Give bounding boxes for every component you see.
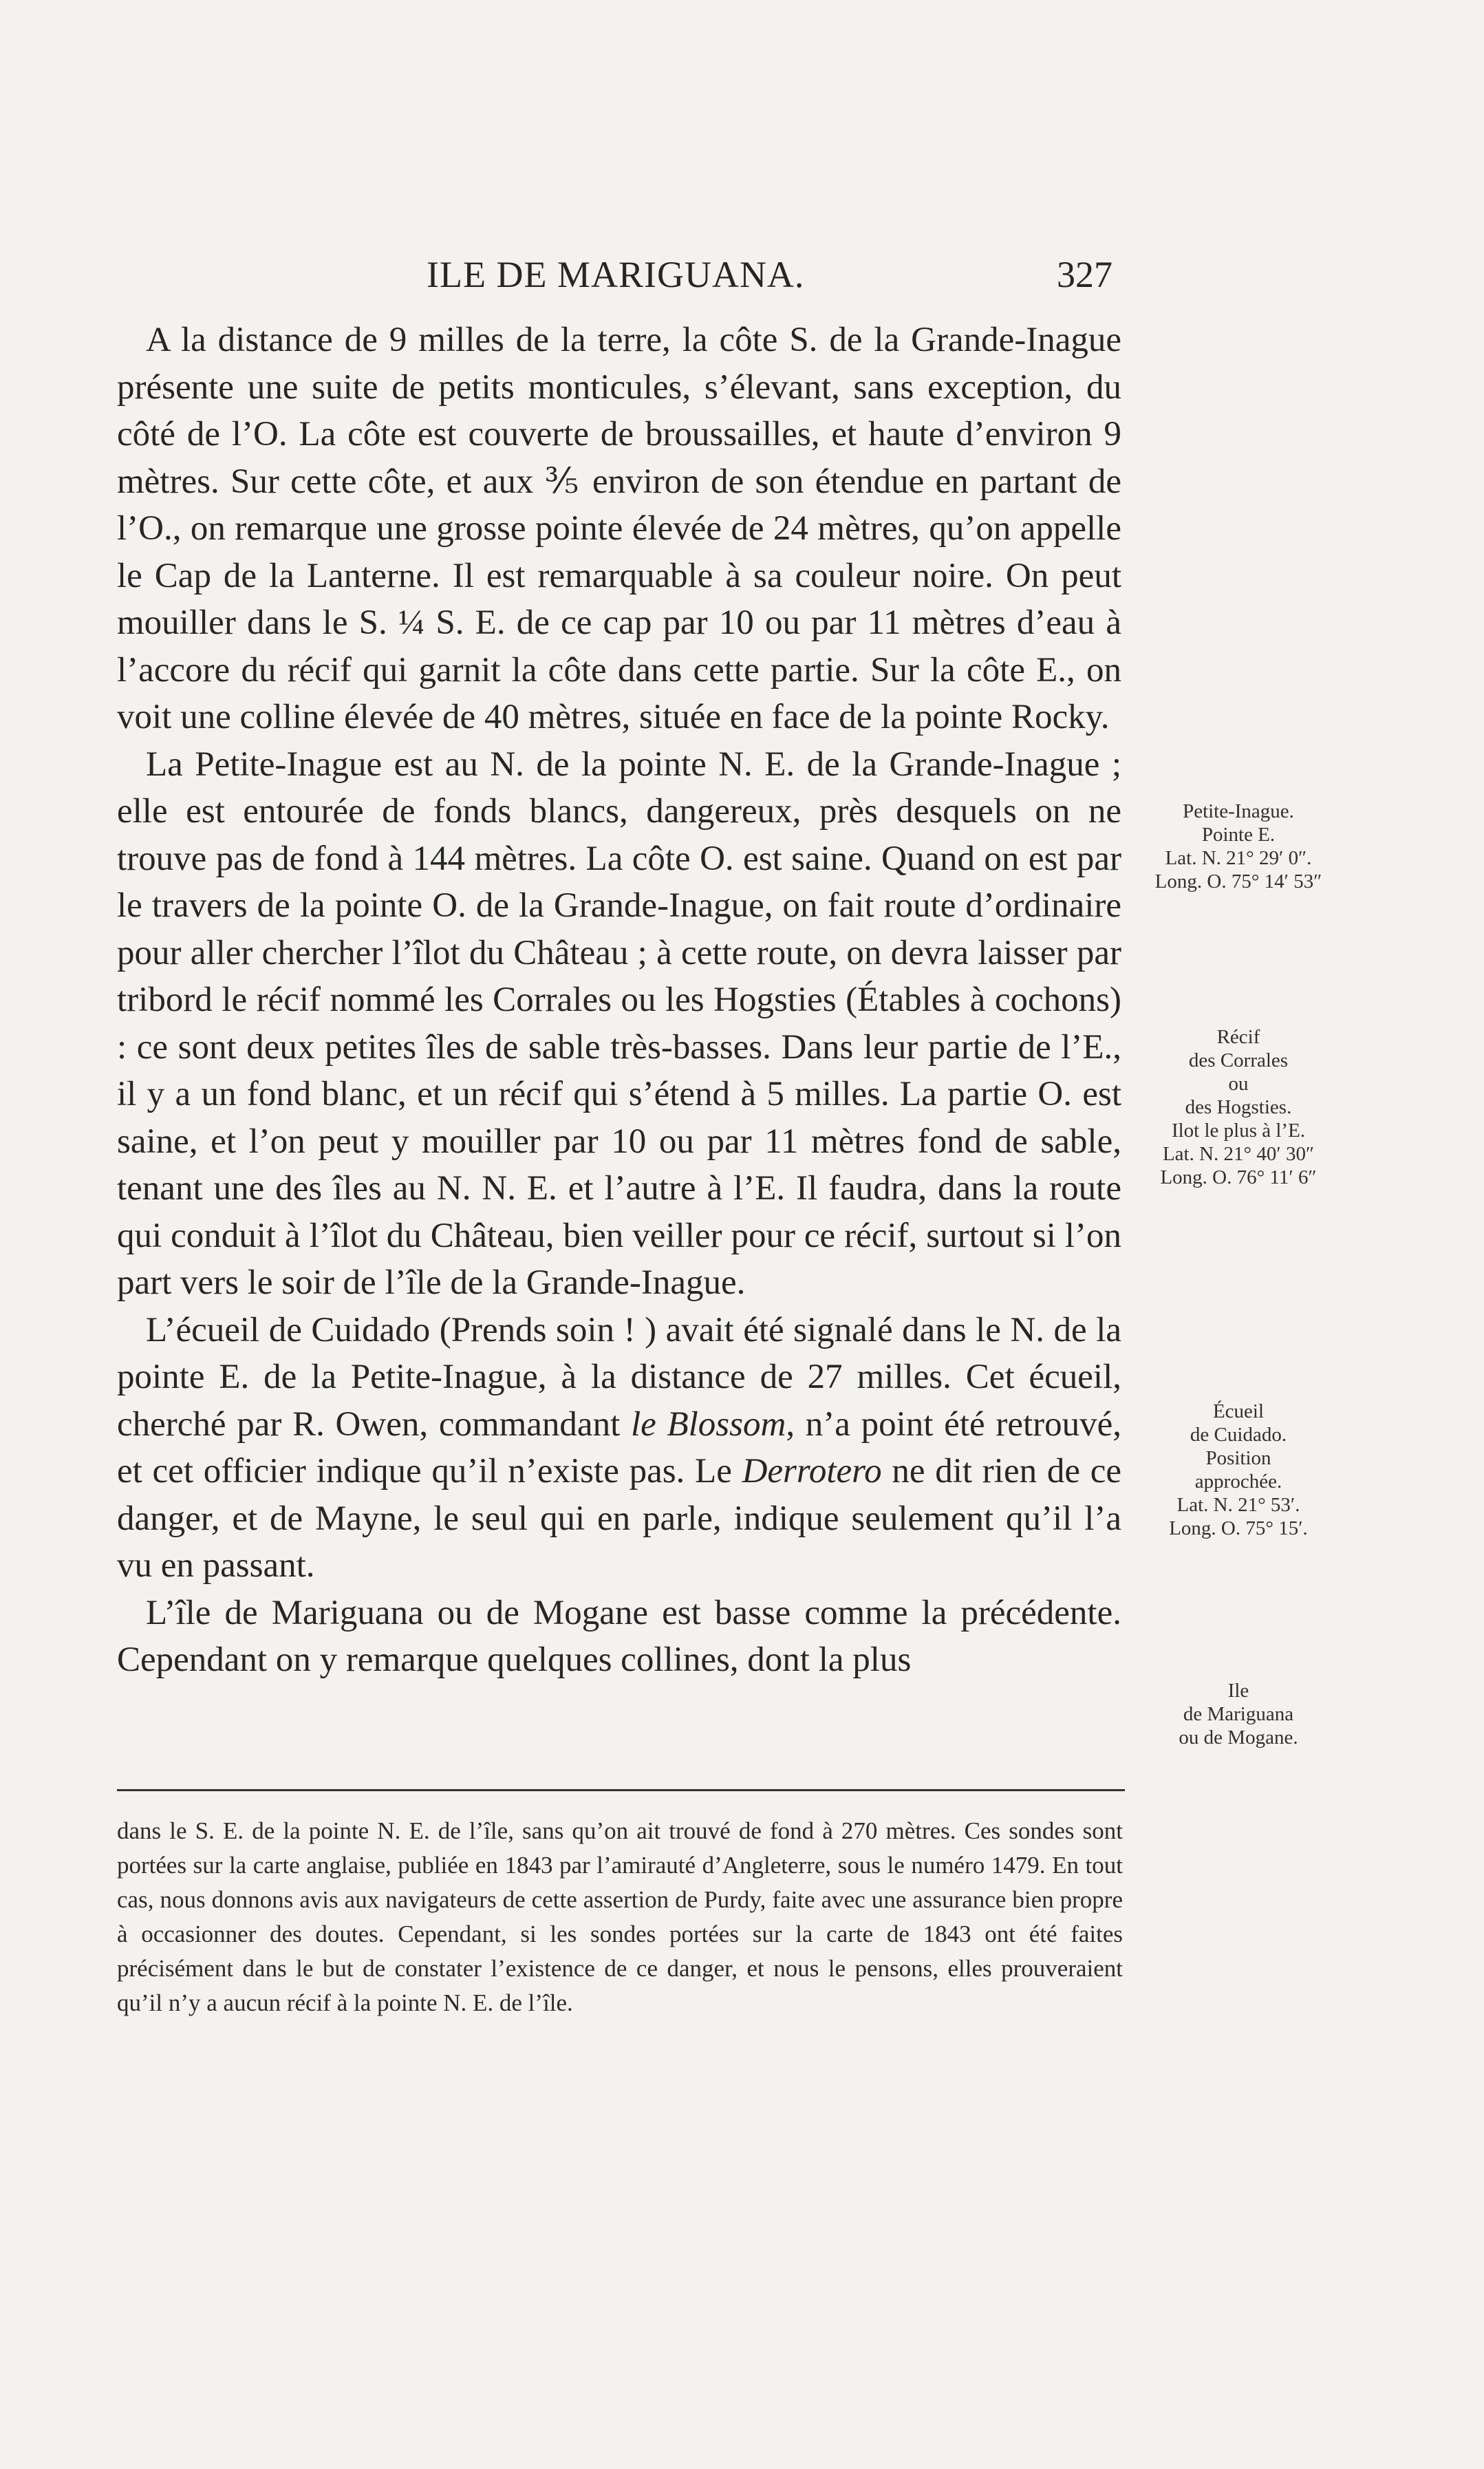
margin-note-line: approchée. <box>1194 1471 1282 1493</box>
margin-note-subtitle: Pointe E. <box>1201 824 1276 846</box>
cuidado-text-start: L’écueil de Cuidado (Prends soin ! ) avait été signalé dans le N. de la pointe E. de la Petite-Inague, à la distance de 27 milles. Cet écueil, cherché par R. Owen, commandant <box>117 1310 1121 1444</box>
margin-note-line: de Mariguana <box>1183 1703 1294 1725</box>
margin-note-title: Petite-Inague. <box>1183 800 1294 822</box>
margin-note-line: Écueil <box>1212 1400 1265 1422</box>
margin-note-lat: Lat. N. 21° 53′. <box>1176 1494 1300 1516</box>
cuidado-text-end: ne dit rien de ce danger, et de Mayne, le seul qui en parle, indique seulement qu’il l’a vu en passant. <box>117 1452 1121 1585</box>
margin-note-cuidado <box>1135 1400 1342 1540</box>
running-header <box>0 253 1121 301</box>
margin-note-line: de Cuidado. <box>1190 1424 1287 1446</box>
paragraph-cuidado <box>117 1307 1121 1590</box>
main-text <box>117 317 1121 1684</box>
margin-note-line: ou <box>1228 1073 1249 1095</box>
margin-note-petite-inague <box>1135 800 1342 893</box>
margin-note-long: Long. O. 75° 15′. <box>1169 1517 1308 1539</box>
footnote <box>117 1814 1123 2020</box>
margin-note-line: Ilot le plus à l’E. <box>1171 1120 1306 1142</box>
margin-note-line: Récif <box>1216 1026 1260 1048</box>
margin-note-corrales <box>1135 1025 1342 1189</box>
margin-note-long: Long. O. 75° 14′ 53″ <box>1154 870 1322 893</box>
margin-note-mariguana <box>1135 1679 1342 1749</box>
footnote-divider <box>117 1789 1125 1791</box>
paragraph-mariguana: L’île de Mariguana ou de Mogane est basse comme la précédente. Cependant on y remarque quelques collines, dont la plus <box>117 1593 1121 1679</box>
margin-note-line: Ile <box>1227 1680 1249 1702</box>
running-title: ILE DE MARIGUANA. <box>427 254 805 295</box>
ship-name: le Blossom <box>630 1404 786 1444</box>
margin-note-line: des Hogsties. <box>1185 1096 1292 1118</box>
paragraph-petite-inague: La Petite-Inague est au N. de la pointe N. E. de la Grande-Inague ; elle est entourée de fonds blancs, dangereux, près desquels on ne trouve pas de fond à 144 mètres. La côte O. est saine. Quand on est par le travers de la pointe O. de la Grande-Inague, on fait route d’ordinaire pour aller chercher l’îlot du Château ; à cette route, on devra laisser par tribord le récif nommé les Corrales ou les Hogsties (Étables à cochons) : ce sont deux petites îles de sable très-basses. Dans leur partie de l’E., il y a un fond blanc, et un récif qui s’étend à 5 milles. La partie O. est saine, et l’on peut y mouiller par 10 ou par 11 mètres fond de sable, tenant une des îles au N. N. E. et l’autre à l’E. Il faudra, dans la route qui conduit à l’îlot du Château, bien veiller pour ce récif, surtout si l’on part vers le soir de l’île de la Grande-Inague. <box>117 745 1121 1302</box>
margin-note-lat: Lat. N. 21° 40′ 30″ <box>1162 1143 1315 1165</box>
margin-note-line: Position <box>1205 1447 1271 1469</box>
footnote-text: dans le S. E. de la pointe N. E. de l’île, sans qu’on ait trouvé de fond à 270 mètres. Ces sondes sont portées sur la carte anglaise, publiée en 1843 par l’amirauté d’Angleterre, sous le numéro 1479. En tout cas, nous donnons avis aux navigateurs de cette assertion de Purdy, faite avec une assurance bien propre à occasionner des doutes. Cependant, si les sondes portées sur la carte de 1843 ont été faites précisément dans le but de constater l’existence de ce danger, et nous le pensons, elles prouveraient qu’il n’y a aucun récif à la pointe N. E. de l’île. <box>117 1817 1123 2016</box>
margin-note-lat: Lat. N. 21° 29′ 0″. <box>1165 847 1312 869</box>
page-number: 327 <box>1057 254 1112 295</box>
margin-note-line: des Corrales <box>1188 1049 1289 1071</box>
margin-note-line: ou de Mogane. <box>1179 1727 1298 1749</box>
cuidado-text-middle: , n’a point été retrouvé, et cet officier indique qu’il n’existe pas. Le <box>117 1404 1121 1490</box>
paragraph-grande-inague: A la distance de 9 milles de la terre, la côte S. de la Grande-Inague présente une suite de petits monticules, s’élevant, sans exception, du côté de l’O. La côte est couverte de broussailles, et haute d’environ 9 mètres. Sur cette côte, et aux ⅗ environ de son étendue en partant de l’O., on remarque une grosse pointe élevée de 24 mètres, qu’on appelle le Cap de la Lanterne. Il est remarquable à sa couleur noire. On peut mouiller dans le S. ¼ S. E. de ce cap par 10 ou par 11 mètres d’eau à l’accore du récif qui garnit la côte dans cette partie. Sur la côte E., on voit une colline élevée de 40 mètres, située en face de la pointe Rocky. <box>117 321 1121 736</box>
margin-note-long: Long. O. 76° 11′ 6″ <box>1160 1166 1317 1188</box>
book-title: Derrotero <box>742 1452 882 1490</box>
